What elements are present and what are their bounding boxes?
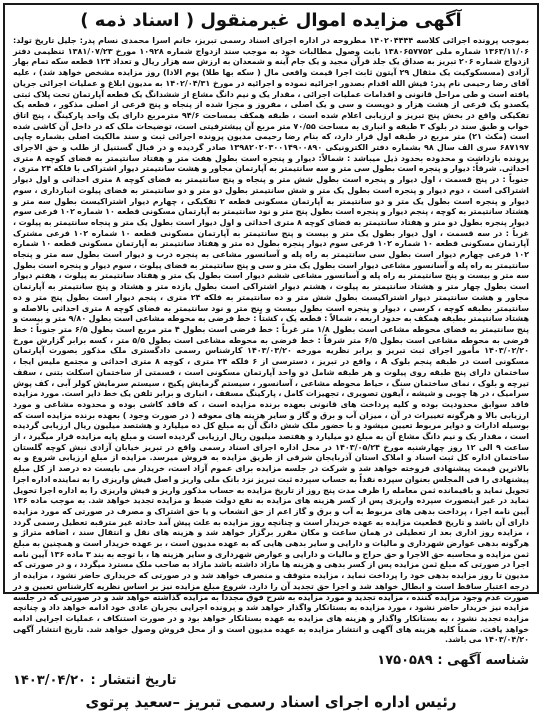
notice-body-text: بموجب پرونده اجرائی کلاسه ۱۴۰۲۰۴۴۴۴ مطروحه در اداره اجرای اسناد رسمی تبریز، خانم اسرا محمدی نسام پدر: جلیل تاریخ تولد: ۱۳۶۳/۱۱/۰۶ شماره ملی ۱۳۸۰۶۵۷۷۵۲ بابت وصول مطالبات خود به موجب سند ازدواج شماره ۱۰۹۲۸ مورخ ۱۳۸۱/۰۷/۲۳ تنظیمی دفتر ازدواج شماره ۲۰۶ تبریز به صداق یک جلد قرآن مجید و یک جام آینه و شمعدان به ارزش سه هزار ریال و تعداد ۱۲۴ قطعه سکه تمام بهار آزادی (مسسکوکیت یک مثقال ۲۹ آیتون ثابت اجرا قیمت واقعی مال ( سکه بها طلا) یوم الادا) روز مزایده مشخص خواهد شد) ، علیه آقای رضا رحیمی نام پدر: قیش الله اقدام بصدور اجرائیه نموده و اجرائیه در مورخ ۱۴۰۲/۰۴/۳۱ به مدیون ابلاغ و عملیات اجرائی جریان یافته است و طی مراحل قانونی و اقدامات عملیات اجرائی ، مقدار یک و نیم دانگ مشاع از ششدانگ یک قطعه آپارتمان تحت پلاک ثبتی یکصدو یک فرعی از هشت هزار و دویست و سی و یک اصلی ، مفروز و مجزا شده از پنجاه و پنج فرعی از اصلی مذکور ، قطعه یک تفکیکی واقع در بخش پنج تبریز و ارزیابی اعلام شده است ، طبقه همکف بمساحت ۹۴/۶ مترمربع دارای یک واحد پارکینگ ، پنج اتاق خواب و طبق سند در بلوک ۳ طبقه و انباری به مساحت ۷۰/۵۵ متر مربع آن پیشترفیتی است، توضیحات ملک که در داخل آن کاشی شده است (مکث ۲۱) متر مربع در طبقه اول قرار دارد، که بنام رضا رحیمی مدیون پرونده اجرائی ثبت و سند مالکیت اصلی بشماره چاپی ۶۸۷۱۹۷ سری الف سال ۹۸ بشماره دفتر الکترونیکی ۱۳۹۸۲۰۲۰۳۰۰۱۴۹۰۰۸۹۰ صادر گردیده و در قبال گستنیل از طلب و حق الاجرای پرونده بازداشت و محدوده بحدود ذیل میباشد : شمالاً: دیوار و پنجره است بطول هفت متر و هفتاد سانتیمتر به فضای کوچه ۸ متری احداثی. شرقاً: دیوار و پنجره است بطول سی متر و سه سانتیمتر به آپارتمان مجاور و هشت سانتیمتر دیوار اشتراکی با فلکه ۲۴ متری ، جنوباً : در پنج قسمت ، اول دیوار و پنجره است بطول شش متر و پنجاه و پنج سانتیمتر به فضای کوچه ۸ متری احداثی و اول دیوار اشتراکی است ، دوم دیوار و پنجره است بطول یک متر و شش سانتیمتر بطول دو متر و دو سانتیمتر به فضای پیلوت انبارداری ، سوم دیوار و پنجره است بطول یک متر و دو سانتیمتر به آپارتمان مسکونی قطعه ۲ تفکیکی ، چهارم دیوار اشتراکیست بطول سه متر و هشتاد سانتیمتر به کوچه ، پنجم دیوار و پنجره است بطول پنج متر و نود سانتیمتر به آپارتمان مسکونی قطعه ۱۰ شماره ۱۰۲ فرعی سوم دیوار پنجره بطول دو متر و هفتاد سانتیمتر به فضای کوچه ۸ متری احداثی و اول دیوار است بطول یک متر و پنجاه سانتیمتر به پیلوت ، غرباً : در سه قسمت ، اول دیوار بطول یک متر و بیست و پنج سانتیمتر به آپارتمان مسکونی قطعه ۱۰ شماره ۱۰۲ فرعی مشترک آپارتمان مسکونی قطعه ۱۰ شماره ۱۰۲ فرعی سوم دیوار پنجره بطول ده متر و هفتاد سانتیمتر به آپارتمان مسکونی قطعه ۱۰ شماره ۱۰۲ فرعی چهارم دیوار است بطول سی سانتیمتر به راه پله و آسانسور مشاعی به پنجره درب و دیوار است بطول سه متر و پنجاه سانتیمتر به راه پله و آسانسور مشاعی دیوار است بطول یک متر و سی و پنج سانتیمتر به فضای پیلوت ، سوم دیوار و پنجره است بطول سه متر و بیست و پنج سانتیمتر به راه پله و آسانسور مشاعی ششم دیوار است بطول یک متر و هفتاد سانتیمتر به پیلوت ، هفتم دیوار است بطول چهار متر و هشتاد سانتیمتر به پیلوت ، هشتم دیوار اشتراکی است بطول یازده متر و هشتاد و پنج سانتیمتر به آپارتمان مجاور و هشت سانتیمتر دیوار اشتراکیست بطول شش متر و ده سانتیمتر به فلکه ۲۴ متری ، پنجم دیوار است بطول پنج متر و ده سانتیمتر بطبقه کوچه ، کرسی ، دیوار و پنجره است بطول بیست و پنج متر و نود سانتیمتر به فضای کوچه ۸ متری احداثی بالاصله و هشتاد سانتیمتر بطبقه همکف به حدود اربعه ، شمالاً : قطعه یک ، کشتاً : خط فرضی به محوطه مشاعی است بطول ۹/۸۰ متر و بیست و پنج سانتیمتر به فضای محوطه مشاعی است بطول ۱/۸ متر غرباً : خط فرضی است بطول ۴ متر مربع است بطول ۶/۵ متر جنوباً : خط فرضی به محوطه مشاعی است بطول ۶/۵ متر شرقاً : خط فرضی به محوطه مشاعی است بطول ۵/۵ متر ، کسه برابر گزارش مورخ ۱۴۰۳/۰۲/۲۰ مأمور اجرای ثبت تبریز و برابر نظریه مورخه ۱۴۰۳/۰۳/۲۰ کارشناس رسمی دادگستری ملک مذکور بصورت آپارتمان مسکونی است در طبقه پنجم بلوک A ، واقع در تبریز ، دسترسی از ۶ فلکه ۲۴ متری ، کوچه ۸ متری احداثی و مجتمع ملیس ایجا ، ساختمان دارای پنج طبقه روی پیلوت و هر طبقه شامل دو واحد آپارتمان مسکونی است ، قسمتی از ساختمان اسکلت بتنی ، سقف تیرچه و بلوک ، نمای ساختمان سنگ ، حیاط محوطه مشاعی ، آسانسور ، سیستم گرمایش پکیج ، سیستم سرمایش کولر آبی ، کف پوش سرامیک ، در ها چوبی و شیشه ، آیفون تصویری ، تجهیزات کامل ، پارکینگ مسقف ، انباری و برابر تلفن یک خط دایر است. مورد مزایده فاقد سوابق محدودیت بوده و کلیه پرداخت های قانونی بعهده برنده مزایده است ، که فاقد کاشی بوده و محدوده مشاعی و مورد ارزیابی بالا و هرگونه تغییرات در آن ، میزان آب و برق و گاز و سایر هزینه های معوقه ( در صورت وجود ) بعهده برنده مزایده است که بوسیله ادارات و دوایر مربوط تعیین میشود و با حضور ملک شش دانگ آن به مبلغ کل ده میلیارد و هشتصد میلیون ریال ارزیابی گردیده است ، مقدار یک و نیم دانگ مشاع آن به مبلغ دو میلیارد و هفتصد میلیون ریال ارزیابی گردیده است و مبلغ پایه مزایده قرار میگیرد ، از ساعت ۹ الی ۱۲ روز چهارشنبه مورخ ۱۴۰۳/۰۵/۲۴ در محل اداره اجرای اسناد رسمی واقع در تبریز خیابان آزادی نبش کوچه گلستان ساختمان اداره کل ثبت اسناد و املاک استان آذربایجان شرقی از طریق مزایده به فروش میرسد. مزایده از مبلغ ارزیابی شروع و به بالاترین قیمت پیشنهادی فروخته خواهد شد و شرکت در جلسه مزایده برای عموم آزاد است، خریدار می بایست ده درصد از کل مبلغ پیشنهادی را فی المجلس بعنوان سپرده نقداً به حساب سپرده ثبت تبریز نزد بانک ملی واریز و اصل فیش واریزی را به نماینده اداره اجرا تحویل نماید و باقیمانده ثمن معامله را ظرف مدت پنج روز از تاریخ مزایده به حساب مذکور واریز و فیش واریزی را به اداره اجرا تحویل نماید در غیر اینصورت سپرده واریزی پس از کسر هزینه های مزایده به نفع دولت ضبط و مزایده تجدید خواهد شد. به موجب ماده ۱۳۶ آیین نامه اجرا ، پرداخت بدهی های مربوط به آب و برق و گاز اعم از حق انشعاب و یا حق اشتراک و مصرف در صورتی که مورد مزایده دارای آن باشد و تاریخ قطعیت مزایده به عهده خریدار است و چنانچه روز مزایده به علت پیش آمد حادثه غیر مترقبه تعطیل رسمی گردد ، مزایده روز اداری بعد از تعطیلی در همان ساعت و مکان مقرر برگزار خواهد شد و هزینه های نقل و انتقال سند ، اضافه متراژ و هرگونه بدهی عوارض شهرداری و مالیات و دارایی و سایر بدهی هایی که به عهده مدیون است ، بر عهده خریدار است و همچنین به مبلغ ثمن مزایده و محاسبه حق الاجرا و حق حراج و مالیات و دارایی و عوارض شهرداری و سایر هزینه ها ، با توجه به بند ۳ ماده ۱۳۶ آیین نامه اجرا در صورتی که مبلغ ثمن مزایده پس از کسر بدهی و هزینه ها مازاد داشته باشد مازاد به صاحب ملک مسترد میگردد ، و در صورتی که مدیون تا روز مزایده بدهی خود را پرداخت نماید ، مزایده متوقف و منصرف خواهد شد و در صورتی که خریداری حاضر نشود ، مزایده از درجه اعتبار ساقط است و ابطال خواهد شد و اجرا حق تجدید آن را دارد. شروع مبلغ مزایده نیز بر اساس نظریه کارشناس تعیین و در صورت عدم وجود مزایده کننده ، مزایده تجدید و مورد مزایده به شرح فوق مجدداً به مزایده گذاشته خواهد شد و در صورتی که در جلسه مزایده نیز خریدار حاضر نشود ، مورد مزایده به بستانکار واگذار خواهد شد و پرونده اجرایی بجریان عادی خود ادامه خواهد داد و چنانچه مزایده تجدید نشود ، به بستانکار واگذار و هزینه های مزایده به عهده بستانکار خواهد بود و در صورت استنکاف ، عملیات اجرایی ادامه خواهد یافت. ضمناً کلیه هزینه های آگهی و انتشار مزایده به عهده مدیون است و از محل فروش وصول خواهد شد. تاریخ انتشار آگهی ۱۴۰۳/۰۴/۲۰ می باشد.: [13, 36, 530, 645]
notice-footer: [13, 652, 529, 670]
auction-notice: [3, 3, 539, 712]
notice-title: آگهی مزایده اموال غیرمنقول ( اسناد ذمه ): [80, 10, 462, 31]
publish-date: تاریخ انتشار : ۱۴۰۳/۰۴/۲۰: [13, 673, 177, 689]
ad-id-label: شناسه آگهی : ۱۷۵۰۵۸۹: [377, 653, 529, 669]
signature-line: رئیس اداره اجرای اسناد رسمی تبریز –سعید پرتوی: [85, 693, 457, 712]
